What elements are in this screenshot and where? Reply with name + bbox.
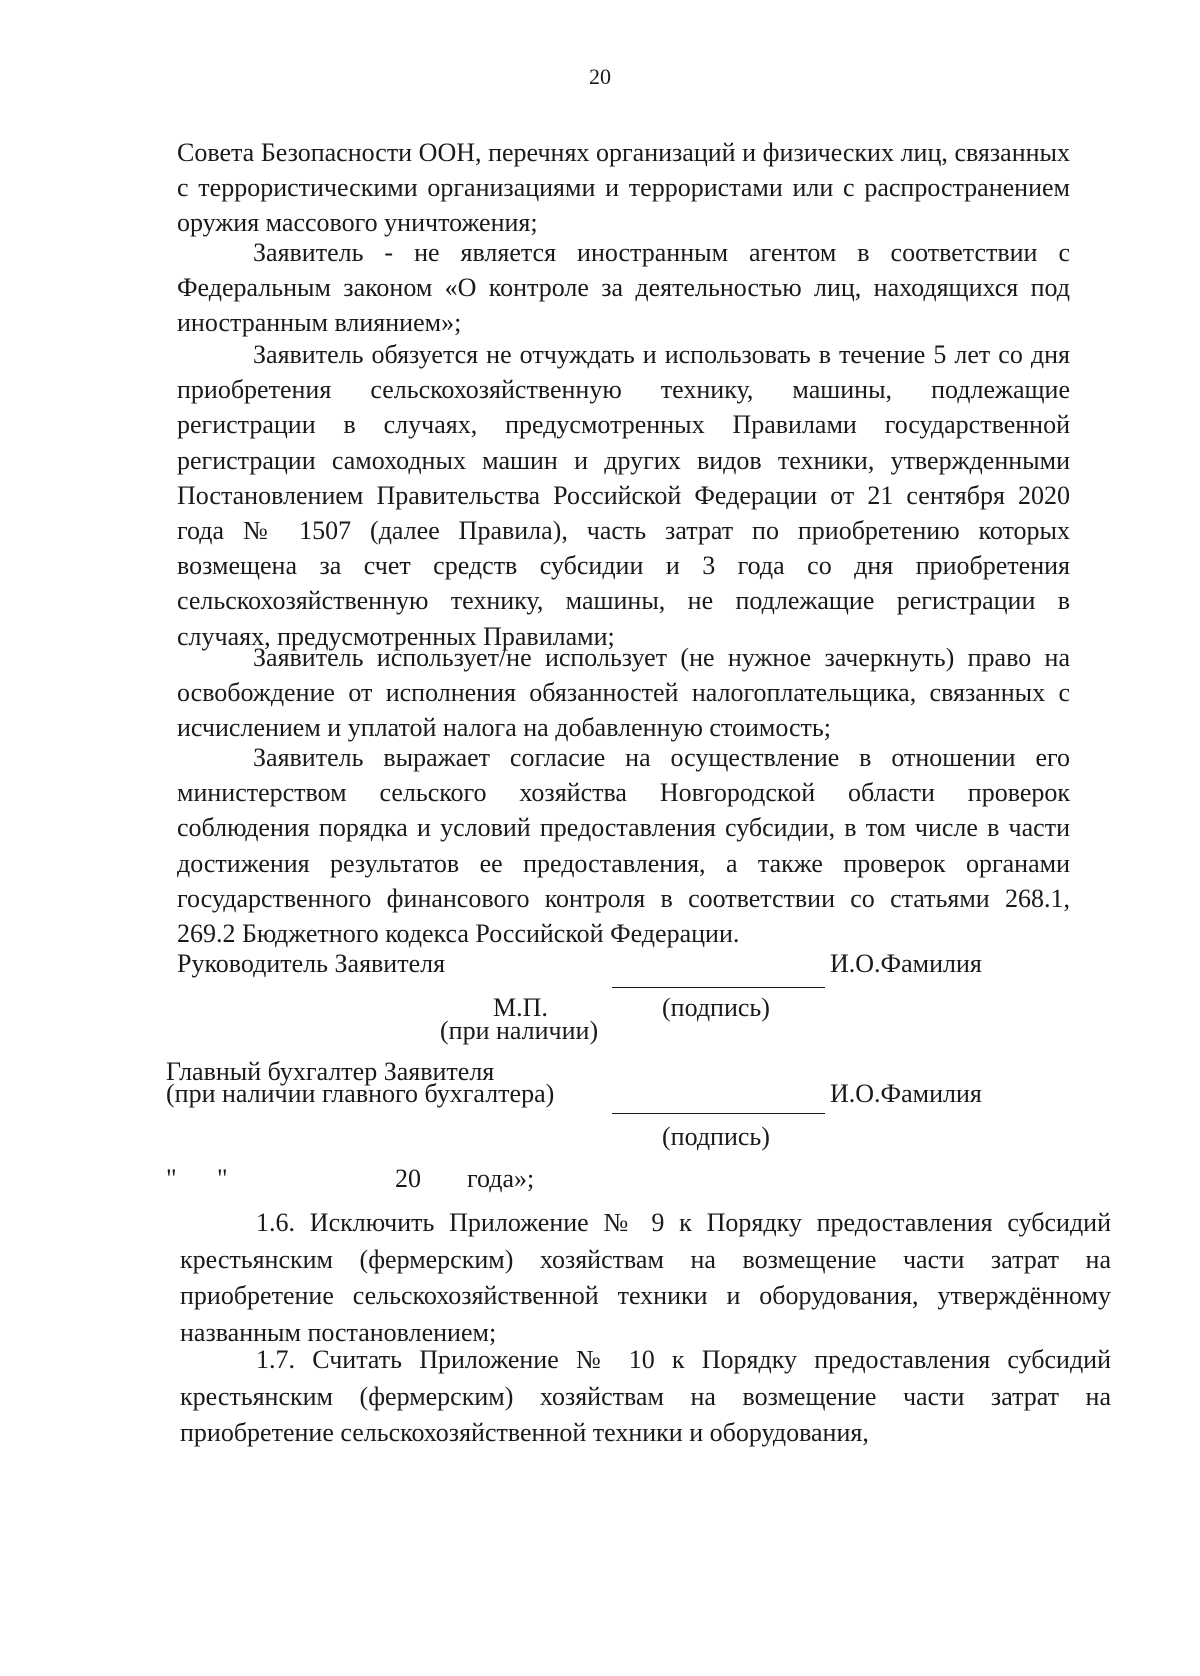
accountant-signature-caption: (подпись) — [662, 1122, 770, 1151]
accountant-note: (при наличии главного бухгалтера) — [166, 1079, 555, 1108]
item-1-7: 1.7. Считать Приложение № 10 к Порядку предоставления субсидий крестьянским (фермерским) хозяйствам на возмещение части затрат на приобретение сельскохозяйственной техники и оборудования, — [180, 1345, 1111, 1447]
stamp-note: (при наличии) — [440, 1016, 599, 1045]
paragraph-inspection-consent: Заявитель выражает согласие на осуществление в отношении его министерством сельского хозяйства Новгородской области проверок соблюдения порядка и условий предоставления субсидии, в том числе в части достижения результатов ее предоставления, а также проверок органами государственного финансового контроля в соответствии со статьями 268.1, 269.2 Бюджетного кодекса Российской Федерации. — [177, 743, 1070, 949]
date-tail: года»; — [467, 1164, 535, 1193]
head-signature-line — [612, 987, 825, 988]
stamp-label: М.П. — [493, 993, 548, 1022]
date-year: 20 — [395, 1164, 421, 1193]
accountant-name: И.О.Фамилия — [830, 1079, 982, 1108]
date-open-quote: " — [166, 1164, 177, 1193]
date-close-quote: " — [217, 1164, 228, 1193]
paragraph-un-sanctions: Совета Безопасности ООН, перечнях организаций и физических лиц, связанных с террористическими организациями и террористами или с распространением оружия массового уничтожения; — [177, 138, 1070, 238]
accountant-label: Главный бухгалтер Заявителя — [166, 1057, 495, 1086]
item-1-6: 1.6. Исключить Приложение № 9 к Порядку предоставления субсидий крестьянским (фермерским) хозяйствам на возмещение части затрат на приобретение сельскохозяйственной техники и оборудования, утверждённому названным постановлением; — [180, 1208, 1111, 1347]
head-name: И.О.Фамилия — [830, 949, 982, 978]
accountant-signature-line — [612, 1113, 825, 1114]
paragraph-no-alienation: Заявитель обязуется не отчуждать и использовать в течение 5 лет со дня приобретения сельскохозяйственную технику, машины, подлежащие регистрации в случаях, предусмотренных Правилами государственной регистрации самоходных машин и других видов техники, утвержденными Постановлением Правительства Российской Федерации от 21 сентября 2020 года № 1507 (далее Правила), часть затрат по приобретению которых возмещена за счет средств субсидии и 3 года со дня приобретения сельскохозяйственную технику, машины, не подлежащие регистрации в случаях, предусмотренных Правилами; — [177, 340, 1070, 651]
paragraph-foreign-agent: Заявитель - не является иностранным агентом в соответствии с Федеральным законом «О контроле за деятельностью лиц, находящихся под иностранным влиянием»; — [177, 238, 1070, 338]
page-number: 20 — [589, 64, 611, 89]
paragraph-vat-exemption: Заявитель использует/не использует (не нужное зачеркнуть) право на освобождение от исполнения обязанностей налогоплательщика, связанных с исчислением и уплатой налога на добавленную стоимость; — [177, 643, 1070, 743]
head-label: Руководитель Заявителя — [177, 949, 446, 978]
head-signature-caption: (подпись) — [662, 993, 770, 1022]
